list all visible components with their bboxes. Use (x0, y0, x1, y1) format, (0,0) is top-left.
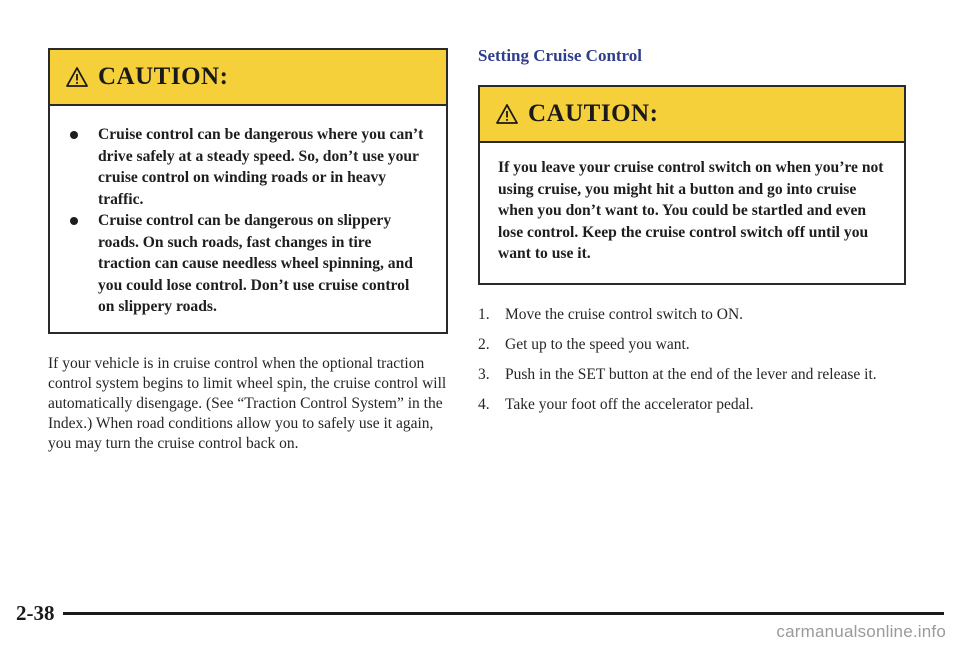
right-column (478, 0, 906, 425)
left-column (48, 0, 448, 454)
warning-triangle-icon (496, 104, 518, 124)
caution-header (50, 50, 446, 106)
step-number: 2. (478, 335, 490, 353)
step-text: Take your foot off the accelerator pedal. (505, 395, 754, 413)
caution-bullet: Cruise control can be dangerous where you can’t drive safely at a steady speed. So, don’t use your cruise control on winding roads or in heavy traffic. (68, 124, 428, 210)
caution-header (480, 87, 904, 143)
step-item (478, 305, 906, 325)
caution-box-right (478, 85, 906, 285)
section-title: Setting Cruise Control (478, 46, 643, 65)
step-number: 1. (478, 305, 490, 323)
step-text: Move the cruise control switch to ON. (505, 305, 744, 323)
caution-body (50, 106, 446, 332)
steps-list (478, 305, 906, 415)
step-number: 4. (478, 395, 490, 413)
footer-rule (63, 612, 945, 615)
warning-triangle-icon (66, 67, 88, 87)
step-number: 3. (478, 365, 490, 383)
step-text: Get up to the speed you want. (505, 335, 690, 353)
traction-control-paragraph: If your vehicle is in cruise control when the optional traction control system begins to limit wheel spin, the cruise control will automatically disengage. (See “Traction Control System” in the Index.) When road conditions allow you to safely use it again, you may turn the cruise control back on. (48, 354, 447, 452)
caution-body (480, 143, 904, 283)
caution-title: CAUTION: (98, 63, 229, 90)
caution-title: CAUTION: (528, 100, 659, 127)
caution-bullet-list (68, 124, 428, 318)
caution-box-left (48, 48, 448, 334)
caution-bullet: Cruise control can be dangerous on slippery roads. On such roads, fast changes in tire traction can cause needless wheel spinning, and you could lose control. Don’t use cruise control on slippery roads. (68, 210, 428, 318)
step-text: Push in the SET button at the end of the lever and release it. (505, 365, 877, 383)
step-item (478, 365, 906, 385)
page-number: 2-38 (16, 601, 55, 625)
step-item (478, 335, 906, 355)
watermark-link[interactable]: carmanualsonline.info (776, 622, 946, 641)
step-item (478, 395, 906, 415)
caution-text: If you leave your cruise control switch on when you’re not using cruise, you might hit a button and go into cruise when you don’t want to. You could be startled and even lose control. Keep the cruise control switch off until you want to use it. (498, 159, 884, 262)
